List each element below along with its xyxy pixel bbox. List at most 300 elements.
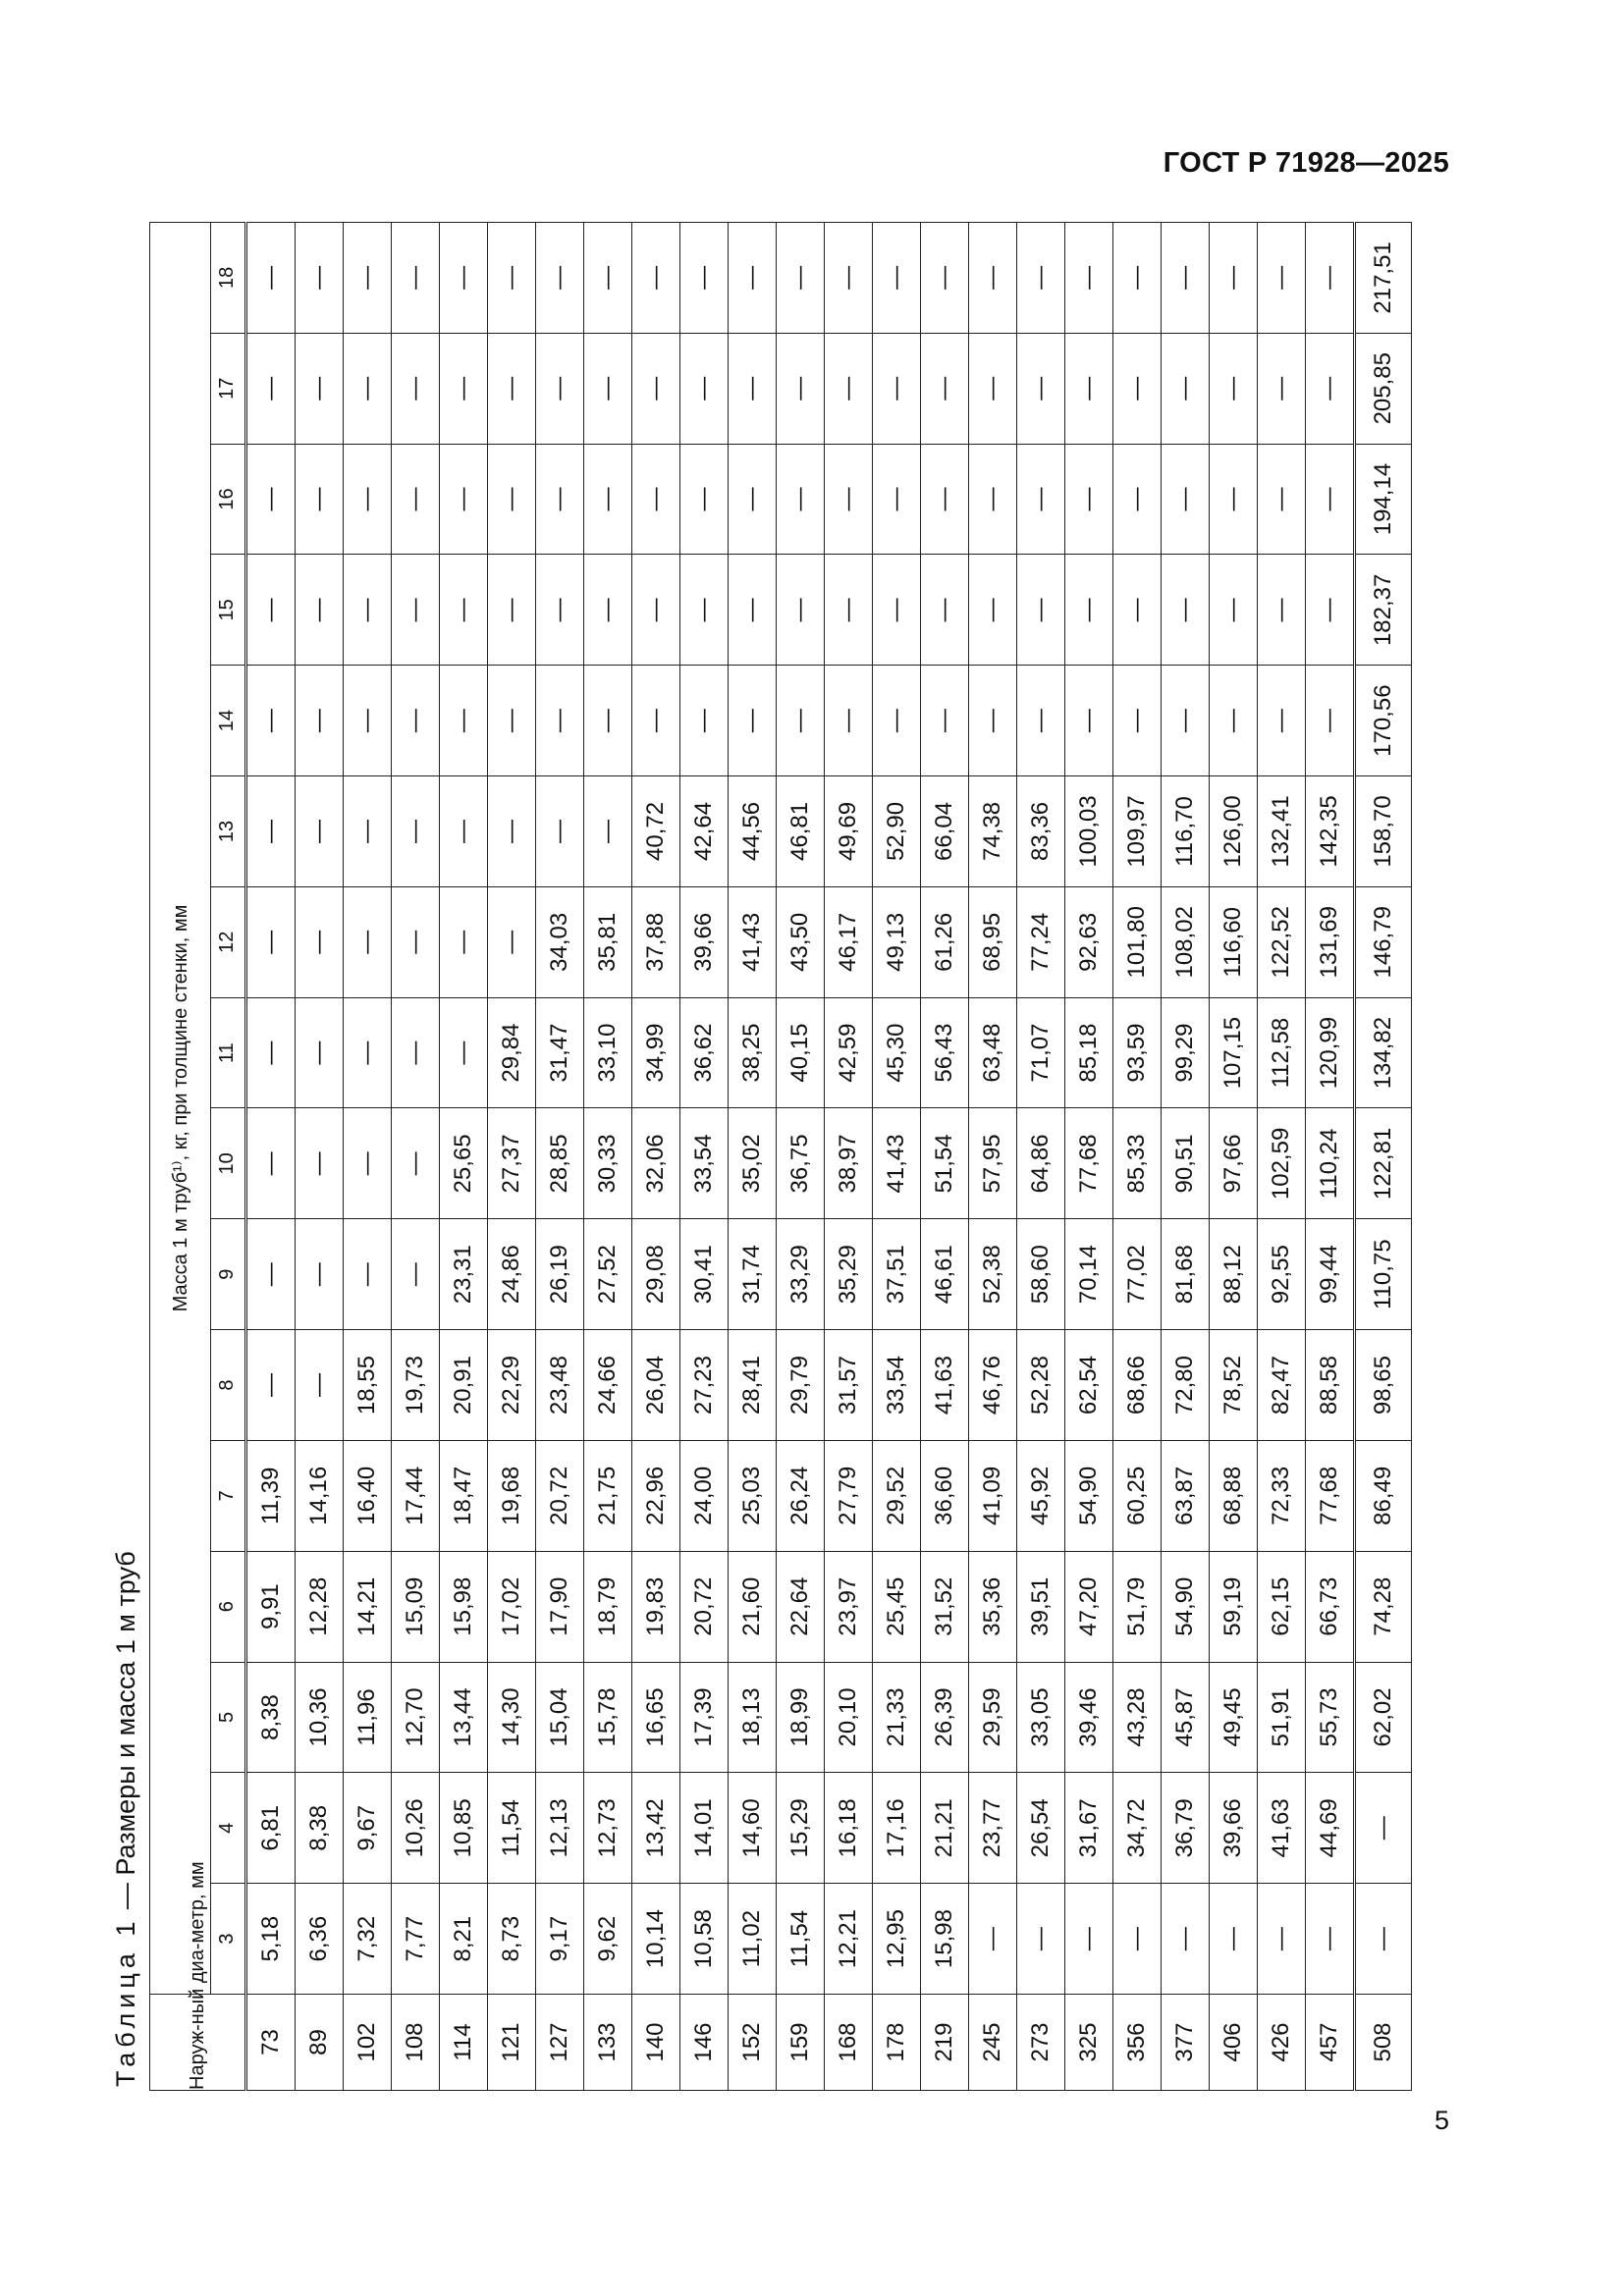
mass-cell: 77,24 xyxy=(1017,886,1065,997)
mass-cell: 21,60 xyxy=(729,1551,777,1662)
mass-cell: 78,52 xyxy=(1210,1330,1258,1441)
mass-cell: 205,85 xyxy=(1355,333,1412,444)
mass-cell: — xyxy=(777,666,825,776)
mass-cell: — xyxy=(1065,1884,1113,1995)
mass-cell: — xyxy=(296,886,344,997)
mass-cell: — xyxy=(296,776,344,887)
thickness-header-cell: 6 xyxy=(210,1551,245,1662)
mass-cell: 77,68 xyxy=(1306,1440,1355,1551)
mass-cell: — xyxy=(392,666,440,776)
mass-cell: 20,72 xyxy=(536,1440,584,1551)
mass-cell: 29,59 xyxy=(969,1662,1017,1773)
mass-cell: 92,55 xyxy=(1258,1219,1306,1330)
mass-cell: — xyxy=(1258,444,1306,555)
table-row xyxy=(825,223,873,2091)
thickness-header-cell: 7 xyxy=(210,1440,245,1551)
mass-cell: 8,38 xyxy=(246,1662,296,1773)
mass-cell: 39,51 xyxy=(1017,1551,1065,1662)
mass-cell: — xyxy=(296,333,344,444)
mass-cell: 116,70 xyxy=(1162,776,1210,887)
mass-cell: — xyxy=(1355,1884,1412,1995)
mass-cell: 43,50 xyxy=(777,886,825,997)
mass-cell: 81,68 xyxy=(1162,1219,1210,1330)
mass-cell: — xyxy=(344,1108,392,1219)
mass-cell: — xyxy=(392,886,440,997)
mass-cell: — xyxy=(969,444,1017,555)
mass-cell: 30,33 xyxy=(584,1108,632,1219)
mass-cell: 34,03 xyxy=(536,886,584,997)
mass-cell: — xyxy=(1258,333,1306,444)
mass-cell: — xyxy=(344,997,392,1108)
mass-cell: 47,20 xyxy=(1065,1551,1113,1662)
mass-cell: 68,66 xyxy=(1113,1330,1162,1441)
thickness-header-cell: 3 xyxy=(210,1884,245,1995)
mass-cell: 11,39 xyxy=(246,1440,296,1551)
mass-cell: 39,46 xyxy=(1065,1662,1113,1773)
mass-cell: 15,98 xyxy=(921,1884,969,1995)
mass-cell: 44,56 xyxy=(729,776,777,887)
mass-cell: 56,43 xyxy=(921,997,969,1108)
mass-cell: 7,77 xyxy=(392,1884,440,1995)
mass-cell: 22,96 xyxy=(632,1440,680,1551)
mass-cell: — xyxy=(1162,444,1210,555)
mass-cell: — xyxy=(488,886,536,997)
mass-cell: 20,72 xyxy=(680,1551,729,1662)
mass-cell: — xyxy=(440,555,488,666)
mass-cell: 62,54 xyxy=(1065,1330,1113,1441)
mass-cell: 29,84 xyxy=(488,997,536,1108)
mass-cell: 108,02 xyxy=(1162,886,1210,997)
mass-cell: — xyxy=(296,223,344,334)
table-row xyxy=(921,223,969,2091)
mass-cell: 60,25 xyxy=(1113,1440,1162,1551)
mass-cell: 27,52 xyxy=(584,1219,632,1330)
mass-cell: — xyxy=(440,223,488,334)
mass-cell: 23,48 xyxy=(536,1330,584,1441)
mass-cell: — xyxy=(488,333,536,444)
mass-cell: — xyxy=(536,666,584,776)
table-row xyxy=(440,223,488,2091)
mass-cell: 57,95 xyxy=(969,1108,1017,1219)
mass-cell: 26,24 xyxy=(777,1440,825,1551)
mass-cell: 102,59 xyxy=(1258,1108,1306,1219)
mass-cell: — xyxy=(825,333,873,444)
mass-cell: 23,77 xyxy=(969,1773,1017,1884)
mass-cell: 12,95 xyxy=(873,1884,921,1995)
mass-cell: 10,36 xyxy=(296,1662,344,1773)
diameter-cell: 356 xyxy=(1113,1995,1162,2091)
table-row xyxy=(1306,223,1355,2091)
mass-cell: 170,56 xyxy=(1355,666,1412,776)
mass-cell: 132,41 xyxy=(1258,776,1306,887)
mass-cell: — xyxy=(969,333,1017,444)
mass-cell: 17,02 xyxy=(488,1551,536,1662)
mass-cell: 39,66 xyxy=(680,886,729,997)
mass-cell: 142,35 xyxy=(1306,776,1355,887)
mass-cell: 23,31 xyxy=(440,1219,488,1330)
mass-cell: 70,14 xyxy=(1065,1219,1113,1330)
diameter-cell: 73 xyxy=(246,1995,296,2091)
mass-cell: 72,80 xyxy=(1162,1330,1210,1441)
diameter-cell: 273 xyxy=(1017,1995,1065,2091)
mass-cell: — xyxy=(825,223,873,334)
mass-cell: 107,15 xyxy=(1210,997,1258,1108)
mass-cell: — xyxy=(296,997,344,1108)
mass-cell: — xyxy=(246,886,296,997)
mass-cell: — xyxy=(1113,1884,1162,1995)
mass-cell: 15,29 xyxy=(777,1773,825,1884)
mass-cell: 14,21 xyxy=(344,1551,392,1662)
mass-cell: 62,15 xyxy=(1258,1551,1306,1662)
mass-cell: 85,18 xyxy=(1065,997,1113,1108)
mass-cell: — xyxy=(632,444,680,555)
mass-cell: 51,79 xyxy=(1113,1551,1162,1662)
mass-cell: 98,65 xyxy=(1355,1330,1412,1441)
mass-cell: 41,43 xyxy=(873,1108,921,1219)
mass-cell: — xyxy=(1017,666,1065,776)
diameter-cell: 102 xyxy=(344,1995,392,2091)
mass-cell: — xyxy=(440,333,488,444)
mass-cell: — xyxy=(536,776,584,887)
mass-cell: — xyxy=(921,333,969,444)
mass-cell: 14,30 xyxy=(488,1662,536,1773)
mass-cell: 15,98 xyxy=(440,1551,488,1662)
mass-cell: 25,03 xyxy=(729,1440,777,1551)
table-row xyxy=(873,223,921,2091)
mass-cell: — xyxy=(392,1219,440,1330)
mass-cell: — xyxy=(344,333,392,444)
table-caption-prefix: Таблица 1 xyxy=(111,1916,140,2087)
mass-cell: — xyxy=(584,223,632,334)
mass-cell: — xyxy=(344,666,392,776)
rotated-table-container xyxy=(106,216,1412,2091)
mass-cell: 8,38 xyxy=(296,1773,344,1884)
mass-cell: 49,45 xyxy=(1210,1662,1258,1773)
mass-cell: — xyxy=(296,444,344,555)
mass-cell: 110,75 xyxy=(1355,1219,1412,1330)
mass-cell: 31,47 xyxy=(536,997,584,1108)
mass-cell: 100,03 xyxy=(1065,776,1113,887)
mass-cell: — xyxy=(1162,1884,1210,1995)
mass-cell: 33,54 xyxy=(873,1330,921,1441)
mass-cell: 31,57 xyxy=(825,1330,873,1441)
mass-cell: — xyxy=(825,555,873,666)
mass-cell: — xyxy=(1210,223,1258,334)
mass-cell: 20,91 xyxy=(440,1330,488,1441)
mass-cell: 88,12 xyxy=(1210,1219,1258,1330)
table-body xyxy=(246,223,1412,2091)
mass-cell: 16,40 xyxy=(344,1440,392,1551)
mass-cell: 41,63 xyxy=(921,1330,969,1441)
mass-cell: 112,58 xyxy=(1258,997,1306,1108)
mass-cell: 41,63 xyxy=(1258,1773,1306,1884)
mass-cell: 7,32 xyxy=(344,1884,392,1995)
mass-cell: 27,23 xyxy=(680,1330,729,1441)
mass-cell: — xyxy=(969,1884,1017,1995)
mass-cell: 42,64 xyxy=(680,776,729,887)
mass-cell: 74,38 xyxy=(969,776,1017,887)
mass-cell: 77,68 xyxy=(1065,1108,1113,1219)
mass-cell: 40,15 xyxy=(777,997,825,1108)
mass-cell: 26,19 xyxy=(536,1219,584,1330)
mass-cell: 66,04 xyxy=(921,776,969,887)
mass-cell: 85,33 xyxy=(1113,1108,1162,1219)
mass-cell: 38,97 xyxy=(825,1108,873,1219)
mass-cell: — xyxy=(440,666,488,776)
mass-cell: — xyxy=(246,666,296,776)
mass-cell: — xyxy=(296,666,344,776)
table-row xyxy=(680,223,729,2091)
mass-cell: — xyxy=(584,555,632,666)
thickness-header-cell: 16 xyxy=(210,444,245,555)
mass-cell: 32,06 xyxy=(632,1108,680,1219)
mass-cell: 14,60 xyxy=(729,1773,777,1884)
mass-cell: 62,02 xyxy=(1355,1662,1412,1773)
mass-cell: 23,97 xyxy=(825,1551,873,1662)
mass-cell: — xyxy=(729,333,777,444)
mass-cell: 72,33 xyxy=(1258,1440,1306,1551)
mass-cell: — xyxy=(969,223,1017,334)
mass-cell: — xyxy=(584,444,632,555)
table-row xyxy=(632,223,680,2091)
mass-cell: 58,60 xyxy=(1017,1219,1065,1330)
mass-cell: 36,79 xyxy=(1162,1773,1210,1884)
thickness-header-cell: 11 xyxy=(210,997,245,1108)
mass-cell: 88,58 xyxy=(1306,1330,1355,1441)
thickness-header-cell: 13 xyxy=(210,776,245,887)
diameter-column-header: Наруж-ный диа-метр, мм xyxy=(150,1995,246,2091)
table-row xyxy=(1355,223,1412,2091)
mass-cell: 158,70 xyxy=(1355,776,1412,887)
mass-cell: 97,66 xyxy=(1210,1108,1258,1219)
mass-cell: — xyxy=(969,666,1017,776)
table-row xyxy=(344,223,392,2091)
document-number: ГОСТ Р 71928—2025 xyxy=(1163,147,1449,179)
diameter-cell: 325 xyxy=(1065,1995,1113,2091)
mass-cell: 45,92 xyxy=(1017,1440,1065,1551)
mass-cell: 36,62 xyxy=(680,997,729,1108)
mass-cell: — xyxy=(680,333,729,444)
mass-cell: — xyxy=(1306,1884,1355,1995)
table-row xyxy=(969,223,1017,2091)
mass-cell: — xyxy=(1065,666,1113,776)
thickness-header-cell: 18 xyxy=(210,223,245,334)
pipe-mass-table xyxy=(149,222,1412,2091)
mass-cell: 49,13 xyxy=(873,886,921,997)
mass-cell: 12,28 xyxy=(296,1551,344,1662)
mass-cell: — xyxy=(729,555,777,666)
mass-cell: — xyxy=(1306,333,1355,444)
mass-cell: 54,90 xyxy=(1065,1440,1113,1551)
mass-cell: — xyxy=(921,223,969,334)
mass-cell: — xyxy=(1162,223,1210,334)
mass-cell: 28,85 xyxy=(536,1108,584,1219)
mass-cell: — xyxy=(1306,223,1355,334)
mass-cell: — xyxy=(1017,333,1065,444)
table-row xyxy=(729,223,777,2091)
mass-cell: — xyxy=(921,555,969,666)
mass-cell: — xyxy=(1162,333,1210,444)
mass-cell: 101,80 xyxy=(1113,886,1162,997)
mass-cell: 22,29 xyxy=(488,1330,536,1441)
mass-cell: 24,86 xyxy=(488,1219,536,1330)
mass-cell: 92,63 xyxy=(1065,886,1113,997)
thickness-header-cell: 15 xyxy=(210,555,245,666)
mass-cell: 10,58 xyxy=(680,1884,729,1995)
mass-cell: — xyxy=(777,223,825,334)
mass-cell: 28,41 xyxy=(729,1330,777,1441)
mass-cell: 38,25 xyxy=(729,997,777,1108)
mass-cell: — xyxy=(1210,555,1258,666)
mass-cell: — xyxy=(296,1108,344,1219)
mass-cell: — xyxy=(873,555,921,666)
mass-cell: — xyxy=(344,223,392,334)
mass-cell: — xyxy=(246,223,296,334)
mass-cell: 19,73 xyxy=(392,1330,440,1441)
mass-cell: 82,47 xyxy=(1258,1330,1306,1441)
mass-cell: 122,52 xyxy=(1258,886,1306,997)
mass-cell: 41,43 xyxy=(729,886,777,997)
mass-cell: — xyxy=(1355,1773,1412,1884)
mass-cell: 8,21 xyxy=(440,1884,488,1995)
diameter-cell: 89 xyxy=(296,1995,344,2091)
diameter-cell: 426 xyxy=(1258,1995,1306,2091)
diameter-cell: 152 xyxy=(729,1995,777,2091)
mass-cell: — xyxy=(344,886,392,997)
mass-cell: 10,14 xyxy=(632,1884,680,1995)
mass-cell: 45,87 xyxy=(1162,1662,1210,1773)
mass-cell: 120,99 xyxy=(1306,997,1355,1108)
mass-cell: — xyxy=(344,555,392,666)
mass-cell: — xyxy=(584,776,632,887)
diameter-cell: 168 xyxy=(825,1995,873,2091)
table-caption xyxy=(106,216,149,2091)
mass-group-header: Масса 1 м труб¹⁾, кг, при толщине стенки, мм xyxy=(150,223,211,1995)
mass-cell: 16,65 xyxy=(632,1662,680,1773)
mass-cell: — xyxy=(680,555,729,666)
table-row xyxy=(246,223,296,2091)
mass-cell: — xyxy=(344,1219,392,1330)
mass-cell: 42,59 xyxy=(825,997,873,1108)
thickness-header-cell: 5 xyxy=(210,1662,245,1773)
mass-cell: 18,13 xyxy=(729,1662,777,1773)
mass-cell: 8,73 xyxy=(488,1884,536,1995)
mass-cell: 35,36 xyxy=(969,1551,1017,1662)
mass-cell: 126,00 xyxy=(1210,776,1258,887)
mass-cell: 26,54 xyxy=(1017,1773,1065,1884)
mass-cell: 29,79 xyxy=(777,1330,825,1441)
mass-cell: — xyxy=(246,1330,296,1441)
mass-cell: — xyxy=(392,776,440,887)
mass-cell: 24,00 xyxy=(680,1440,729,1551)
mass-cell: — xyxy=(1065,444,1113,555)
mass-cell: — xyxy=(488,555,536,666)
mass-cell: — xyxy=(344,776,392,887)
mass-cell: — xyxy=(1258,1884,1306,1995)
mass-cell: — xyxy=(729,666,777,776)
table-caption-text: — Размеры и масса 1 м труб xyxy=(111,1551,140,1917)
mass-cell: 77,02 xyxy=(1113,1219,1162,1330)
mass-cell: 15,04 xyxy=(536,1662,584,1773)
mass-cell: 51,91 xyxy=(1258,1662,1306,1773)
mass-cell: 43,28 xyxy=(1113,1662,1162,1773)
table-row xyxy=(1210,223,1258,2091)
mass-cell: 61,26 xyxy=(921,886,969,997)
diameter-cell: 219 xyxy=(921,1995,969,2091)
mass-cell: 25,65 xyxy=(440,1108,488,1219)
table-row xyxy=(296,223,344,2091)
mass-cell: 18,55 xyxy=(344,1330,392,1441)
mass-cell: 11,54 xyxy=(488,1773,536,1884)
mass-cell: — xyxy=(873,666,921,776)
table-row xyxy=(1065,223,1113,2091)
mass-cell: — xyxy=(440,444,488,555)
mass-cell: 37,88 xyxy=(632,886,680,997)
mass-cell: 15,09 xyxy=(392,1551,440,1662)
diameter-cell: 159 xyxy=(777,1995,825,2091)
mass-cell: 26,39 xyxy=(921,1662,969,1773)
mass-cell: 10,26 xyxy=(392,1773,440,1884)
mass-cell: 68,95 xyxy=(969,886,1017,997)
mass-cell: 14,01 xyxy=(680,1773,729,1884)
mass-cell: 35,81 xyxy=(584,886,632,997)
mass-cell: 31,67 xyxy=(1065,1773,1113,1884)
mass-cell: 90,51 xyxy=(1162,1108,1210,1219)
mass-cell: — xyxy=(246,997,296,1108)
mass-cell: 9,17 xyxy=(536,1884,584,1995)
thickness-header-row xyxy=(210,223,245,2091)
mass-cell: 18,99 xyxy=(777,1662,825,1773)
mass-cell: 63,48 xyxy=(969,997,1017,1108)
mass-cell: 46,81 xyxy=(777,776,825,887)
mass-cell: 9,91 xyxy=(246,1551,296,1662)
mass-cell: 33,05 xyxy=(1017,1662,1065,1773)
diameter-cell: 508 xyxy=(1355,1995,1412,2091)
diameter-cell: 406 xyxy=(1210,1995,1258,2091)
mass-cell: 51,54 xyxy=(921,1108,969,1219)
mass-cell: 20,10 xyxy=(825,1662,873,1773)
mass-cell: — xyxy=(1017,444,1065,555)
mass-cell: 24,66 xyxy=(584,1330,632,1441)
mass-cell: — xyxy=(1113,666,1162,776)
mass-cell: — xyxy=(632,555,680,666)
thickness-header-cell: 9 xyxy=(210,1219,245,1330)
mass-cell: 41,09 xyxy=(969,1440,1017,1551)
thickness-header-cell: 8 xyxy=(210,1330,245,1441)
mass-cell: 99,29 xyxy=(1162,997,1210,1108)
mass-cell: — xyxy=(584,333,632,444)
mass-cell: 13,42 xyxy=(632,1773,680,1884)
mass-cell: — xyxy=(1065,333,1113,444)
mass-cell: 35,29 xyxy=(825,1219,873,1330)
mass-cell: — xyxy=(392,1108,440,1219)
mass-cell: 52,90 xyxy=(873,776,921,887)
mass-cell: — xyxy=(392,997,440,1108)
mass-cell: 217,51 xyxy=(1355,223,1412,334)
table-row xyxy=(536,223,584,2091)
mass-cell: 46,76 xyxy=(969,1330,1017,1441)
mass-cell: — xyxy=(680,223,729,334)
table-row xyxy=(392,223,440,2091)
mass-cell: — xyxy=(1017,555,1065,666)
mass-cell: 31,74 xyxy=(729,1219,777,1330)
mass-cell: 22,64 xyxy=(777,1551,825,1662)
mass-cell: 49,69 xyxy=(825,776,873,887)
mass-cell: — xyxy=(344,444,392,555)
mass-cell: — xyxy=(1113,444,1162,555)
mass-cell: — xyxy=(392,444,440,555)
mass-cell: 29,52 xyxy=(873,1440,921,1551)
